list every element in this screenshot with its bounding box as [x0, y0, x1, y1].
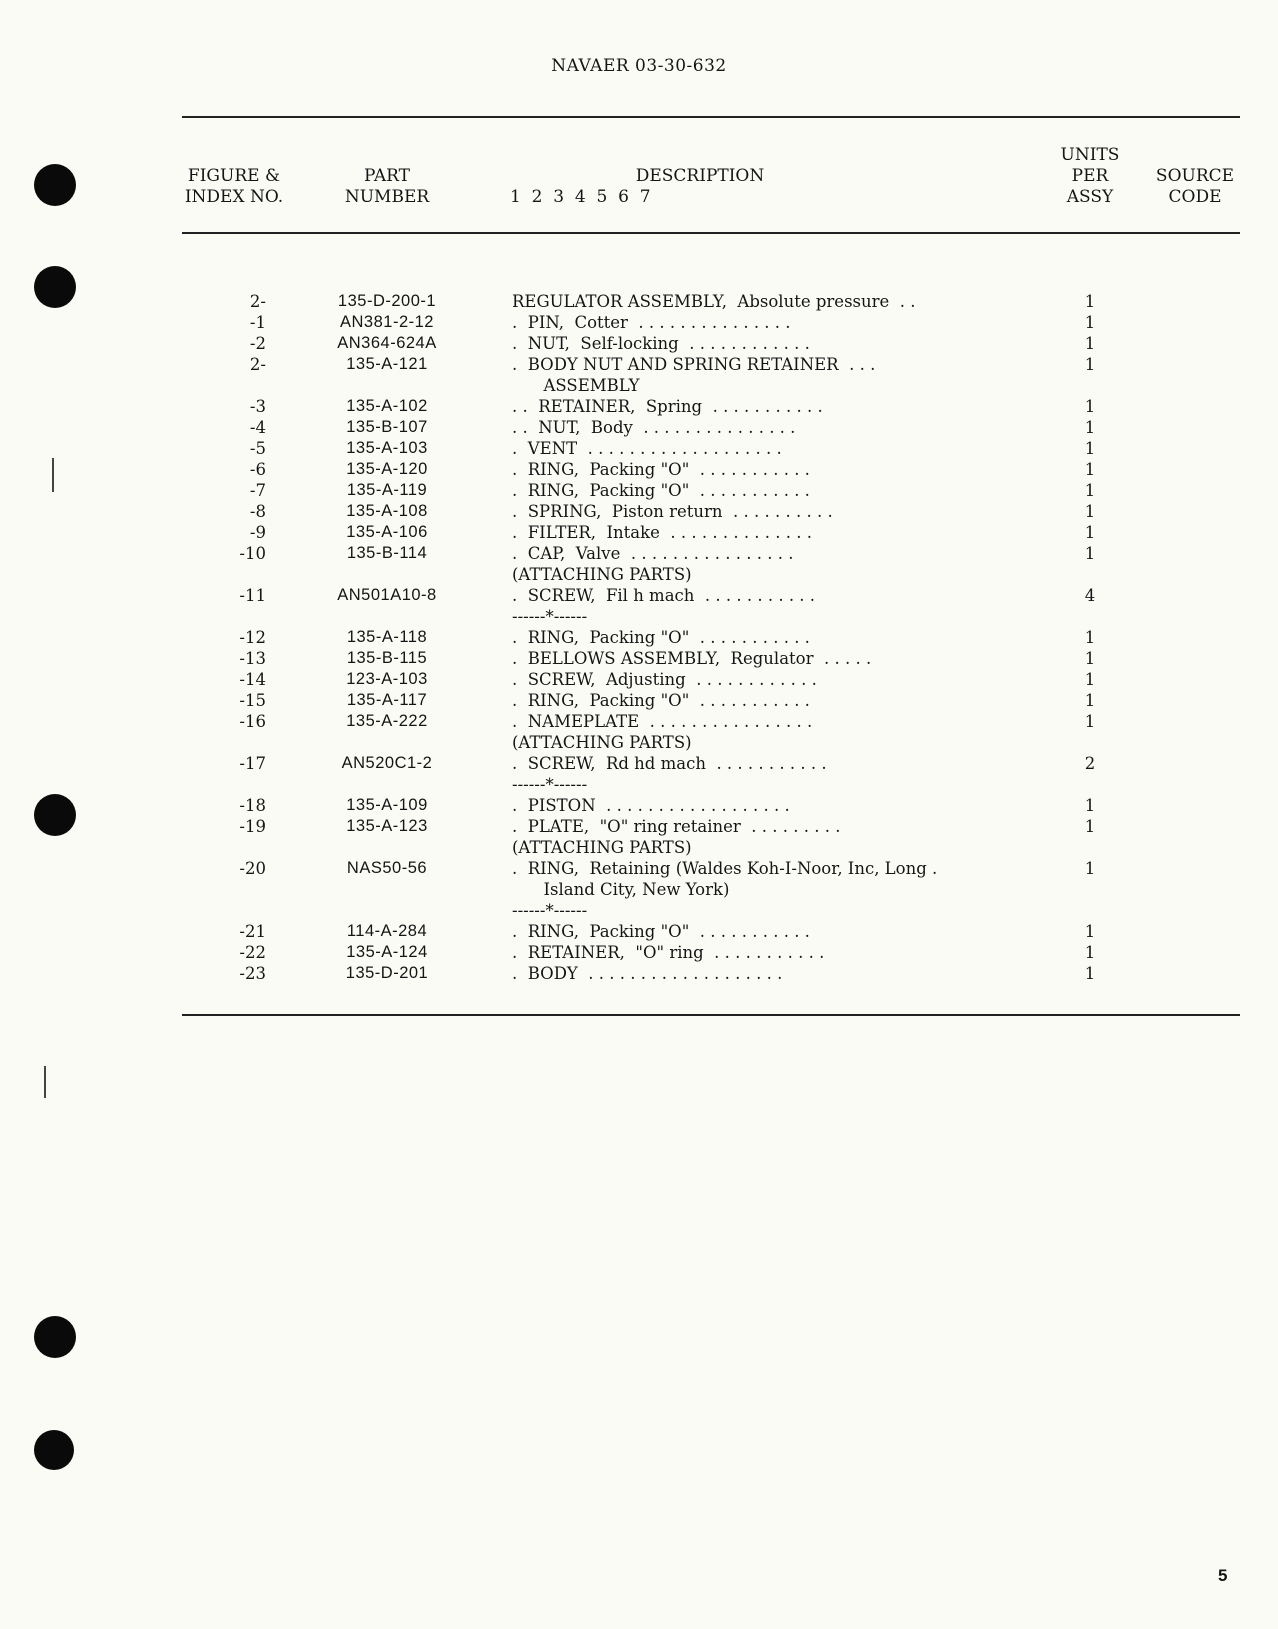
figure-index-cell: -2 — [249, 334, 266, 353]
units-per-assy-cell: 1 — [1084, 964, 1096, 983]
table-top-rule — [182, 116, 1240, 118]
part-number-cell: 114-A-284 — [346, 922, 428, 940]
description-cell: . BODY . . . . . . . . . . . . . . . . . . . — [512, 964, 783, 983]
units-per-assy-cell: 1 — [1084, 859, 1096, 878]
units-per-assy-cell: 1 — [1084, 649, 1096, 668]
table-row — [0, 795, 1278, 816]
figure-index-cell: -15 — [239, 691, 266, 710]
description-cell: . RING, Retaining (Waldes Koh-I-Noor, Inc, Long . — [512, 859, 938, 878]
description-header-line: DESCRIPTION — [635, 166, 765, 186]
units-per-assy-cell: 1 — [1084, 544, 1096, 563]
table-row — [0, 774, 1278, 795]
table-row — [0, 543, 1278, 564]
figure-index-cell: -7 — [249, 481, 266, 500]
table-row — [0, 354, 1278, 375]
table-row — [0, 942, 1278, 963]
part-number-cell: AN520C1-2 — [341, 754, 433, 772]
source-header-line: SOURCE — [1155, 166, 1235, 186]
figure-index-cell: -5 — [249, 439, 266, 458]
table-row — [0, 648, 1278, 669]
figure-header-line: INDEX NO. — [184, 187, 284, 207]
part-number-cell: 135-A-117 — [346, 691, 428, 709]
table-row — [0, 585, 1278, 606]
figure-index-cell: -22 — [239, 943, 266, 962]
part-number-cell: 135-A-119 — [346, 481, 428, 499]
table-row — [0, 690, 1278, 711]
figure-index-cell: -4 — [249, 418, 266, 437]
figure-index-cell: -9 — [249, 523, 266, 542]
table-row — [0, 900, 1278, 921]
figure-index-cell: -23 — [239, 964, 266, 983]
units-per-assy-cell: 1 — [1084, 460, 1096, 479]
description-cell: . NAMEPLATE . . . . . . . . . . . . . . . . — [512, 712, 813, 731]
figure-index-cell: 2- — [249, 292, 266, 311]
description-cell: . . RETAINER, Spring . . . . . . . . . . . — [512, 397, 823, 416]
binder-hole — [34, 1430, 74, 1470]
table-row — [0, 564, 1278, 585]
description-cell: ASSEMBLY — [512, 376, 640, 395]
units-per-assy-cell: 4 — [1084, 586, 1096, 605]
table-row — [0, 417, 1278, 438]
units-per-assy-cell: 1 — [1084, 943, 1096, 962]
scan-mark — [44, 1066, 46, 1098]
part-header-line: NUMBER — [344, 187, 430, 207]
figure-index-cell: -13 — [239, 649, 266, 668]
description-cell: . BELLOWS ASSEMBLY, Regulator . . . . . — [512, 649, 872, 668]
table-row — [0, 438, 1278, 459]
part-number-cell: AN381-2-12 — [340, 313, 434, 331]
part-number-cell: 135-A-109 — [346, 796, 428, 814]
table-row — [0, 396, 1278, 417]
units-per-assy-cell: 1 — [1084, 355, 1096, 374]
description-cell: (ATTACHING PARTS) — [512, 838, 692, 857]
units-per-assy-cell: 1 — [1084, 334, 1096, 353]
part-number-cell: AN501A10-8 — [337, 586, 437, 604]
part-number-cell: 135-A-124 — [346, 943, 428, 961]
units-header-line: ASSY — [1066, 187, 1114, 207]
table-row — [0, 606, 1278, 627]
description-cell: . RING, Packing "O" . . . . . . . . . . . — [512, 481, 810, 500]
table-row — [0, 333, 1278, 354]
units-per-assy-cell: 1 — [1084, 439, 1096, 458]
part-number-cell: 135-A-102 — [346, 397, 428, 415]
document-header: NAVAER 03-30-632 — [551, 56, 727, 76]
description-cell: . RING, Packing "O" . . . . . . . . . . . — [512, 922, 810, 941]
description-cell: . SCREW, Fil h mach . . . . . . . . . . . — [512, 586, 816, 605]
units-per-assy-cell: 1 — [1084, 502, 1096, 521]
part-number-cell: 135-A-222 — [346, 712, 428, 730]
table-row — [0, 837, 1278, 858]
description-cell: . FILTER, Intake . . . . . . . . . . . . . . — [512, 523, 812, 542]
table-row — [0, 963, 1278, 984]
table-row — [0, 753, 1278, 774]
units-per-assy-cell: 1 — [1084, 628, 1096, 647]
table-row — [0, 501, 1278, 522]
table-row — [0, 627, 1278, 648]
part-number-cell: 135-A-108 — [346, 502, 428, 520]
units-per-assy-cell: 1 — [1084, 292, 1096, 311]
units-per-assy-cell: 1 — [1084, 418, 1096, 437]
table-row — [0, 480, 1278, 501]
description-cell: ------*------ — [512, 901, 588, 920]
figure-index-cell: -19 — [239, 817, 266, 836]
figure-index-cell: -16 — [239, 712, 266, 731]
figure-index-cell: -11 — [239, 586, 266, 605]
description-cell: . RING, Packing "O" . . . . . . . . . . . — [512, 628, 810, 647]
table-row — [0, 459, 1278, 480]
description-cell: . NUT, Self-locking . . . . . . . . . . . . — [512, 334, 810, 353]
units-per-assy-cell: 1 — [1084, 796, 1096, 815]
figure-index-cell: -8 — [249, 502, 266, 521]
description-cell: . VENT . . . . . . . . . . . . . . . . . . . — [512, 439, 782, 458]
figure-index-cell: -6 — [249, 460, 266, 479]
units-per-assy-cell: 2 — [1084, 754, 1096, 773]
description-cell: . RING, Packing "O" . . . . . . . . . . . — [512, 691, 810, 710]
units-per-assy-cell: 1 — [1084, 397, 1096, 416]
table-row — [0, 375, 1278, 396]
part-number-cell: 135-A-103 — [346, 439, 428, 457]
description-cell: . SCREW, Rd hd mach . . . . . . . . . . . — [512, 754, 827, 773]
description-cell: . BODY NUT AND SPRING RETAINER . . . — [512, 355, 876, 374]
figure-index-cell: 2- — [249, 355, 266, 374]
description-cell: . PLATE, "O" ring retainer . . . . . . . . . — [512, 817, 841, 836]
table-row — [0, 312, 1278, 333]
figure-index-cell: -18 — [239, 796, 266, 815]
description-cell: ------*------ — [512, 607, 588, 626]
units-per-assy-cell: 1 — [1084, 670, 1096, 689]
units-header-line: UNITS — [1060, 145, 1120, 165]
table-bottom-rule — [182, 1014, 1240, 1016]
figure-index-cell: -12 — [239, 628, 266, 647]
figure-header-line: FIGURE & — [187, 166, 281, 186]
part-number-cell: 135-A-118 — [346, 628, 428, 646]
part-number-cell: 135-B-114 — [346, 544, 428, 562]
description-cell: . CAP, Valve . . . . . . . . . . . . . . . . — [512, 544, 794, 563]
part-number-cell: 123-A-103 — [346, 670, 428, 688]
description-cell: (ATTACHING PARTS) — [512, 565, 692, 584]
table-row — [0, 879, 1278, 900]
source-header-line: CODE — [1168, 187, 1222, 207]
description-cell: . RETAINER, "O" ring . . . . . . . . . . . — [512, 943, 825, 962]
figure-index-cell: -20 — [239, 859, 266, 878]
description-cell: REGULATOR ASSEMBLY, Absolute pressure . . — [512, 292, 916, 311]
header-bottom-rule — [182, 232, 1240, 234]
description-cell: (ATTACHING PARTS) — [512, 733, 692, 752]
table-row — [0, 291, 1278, 312]
part-header-line: PART — [364, 166, 410, 186]
part-number-cell: 135-D-200-1 — [337, 292, 437, 310]
part-number-cell: 135-A-106 — [346, 523, 428, 541]
units-per-assy-cell: 1 — [1084, 922, 1096, 941]
description-cell: Island City, New York) — [512, 880, 730, 899]
table-row — [0, 816, 1278, 837]
description-cell: ------*------ — [512, 775, 588, 794]
description-cell: . . NUT, Body . . . . . . . . . . . . . . . — [512, 418, 796, 437]
page-number: 5 — [1218, 1566, 1228, 1585]
units-per-assy-cell: 1 — [1084, 523, 1096, 542]
table-row — [0, 858, 1278, 879]
indent-levels: 1 2 3 4 5 6 7 — [510, 187, 651, 207]
units-per-assy-cell: 1 — [1084, 313, 1096, 332]
part-number-cell: AN364-624A — [337, 334, 437, 352]
parts-list — [0, 291, 1278, 984]
part-number-cell: 135-B-115 — [346, 649, 428, 667]
figure-index-cell: -1 — [249, 313, 266, 332]
description-cell: . RING, Packing "O" . . . . . . . . . . . — [512, 460, 810, 479]
description-cell: . SPRING, Piston return . . . . . . . . . . — [512, 502, 833, 521]
binder-hole — [34, 164, 76, 206]
part-number-cell: 135-A-120 — [346, 460, 428, 478]
part-number-cell: 135-A-123 — [346, 817, 428, 835]
figure-index-cell: -21 — [239, 922, 266, 941]
units-per-assy-cell: 1 — [1084, 817, 1096, 836]
figure-index-cell: -10 — [239, 544, 266, 563]
table-row — [0, 732, 1278, 753]
description-cell: . PIN, Cotter . . . . . . . . . . . . . . . — [512, 313, 791, 332]
units-per-assy-cell: 1 — [1084, 691, 1096, 710]
units-header-line: PER — [1071, 166, 1109, 186]
figure-index-cell: -3 — [249, 397, 266, 416]
binder-hole — [34, 1316, 76, 1358]
table-row — [0, 711, 1278, 732]
part-number-cell: 135-A-121 — [346, 355, 428, 373]
part-number-cell: 135-D-201 — [345, 964, 429, 982]
figure-index-cell: -14 — [239, 670, 266, 689]
part-number-cell: 135-B-107 — [346, 418, 428, 436]
table-row — [0, 522, 1278, 543]
description-cell: . SCREW, Adjusting . . . . . . . . . . . . — [512, 670, 817, 689]
table-row — [0, 921, 1278, 942]
units-per-assy-cell: 1 — [1084, 712, 1096, 731]
units-per-assy-cell: 1 — [1084, 481, 1096, 500]
table-row — [0, 669, 1278, 690]
description-cell: . PISTON . . . . . . . . . . . . . . . . . . — [512, 796, 790, 815]
part-number-cell: NAS50-56 — [346, 859, 428, 877]
figure-index-cell: -17 — [239, 754, 266, 773]
